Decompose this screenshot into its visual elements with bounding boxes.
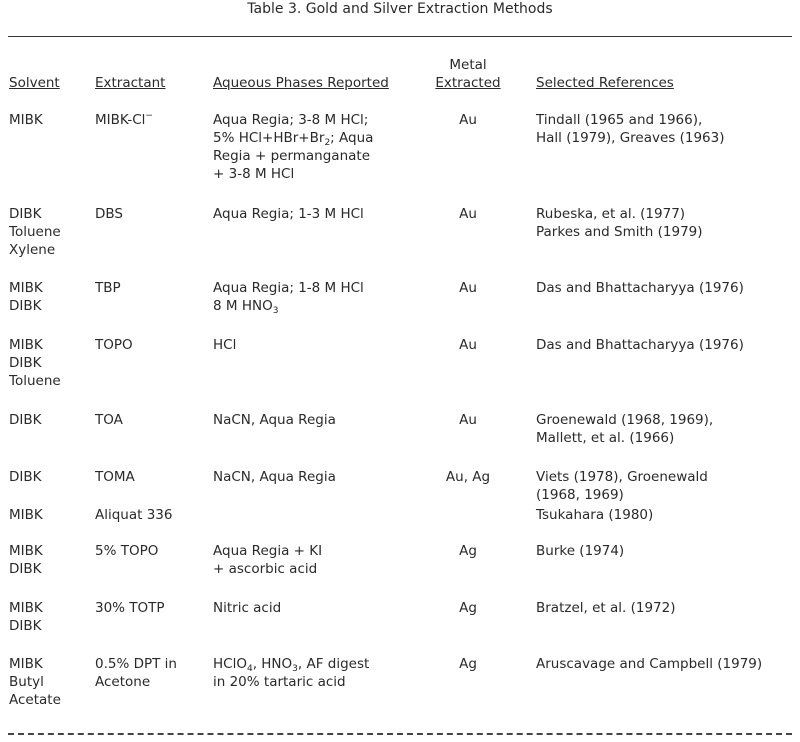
cell-line: Ag: [459, 543, 477, 559]
cell-metal-extracted: [432, 542, 504, 560]
cell-line: MIBK: [9, 507, 43, 523]
cell-line: Au: [459, 337, 477, 353]
cell-line: Aqua Regia; 3-8 M HCl;: [213, 112, 369, 128]
cell-solvent: [9, 279, 43, 315]
cell-aqueous-phases: [213, 411, 336, 429]
cell-extractant: [95, 205, 123, 223]
cell-line: Au: [459, 412, 477, 428]
cell-line: DBS: [95, 206, 123, 222]
cell-solvent: [9, 411, 42, 429]
cell-solvent: [9, 599, 43, 635]
cell-line: Burke (1974): [536, 543, 625, 559]
cell-extractant: [95, 468, 135, 486]
cell-references: [536, 336, 744, 354]
cell-line: Toluene: [9, 373, 61, 389]
cell-line: DIBK: [9, 355, 42, 371]
cell-line: Aliquat 336: [95, 507, 173, 523]
cell-aqueous-phases: [213, 279, 364, 315]
cell-line: 5% $HCl+HBr+Br_2$; Aqua: [213, 130, 374, 148]
cell-extractant: [95, 542, 158, 560]
cell-metal-extracted: [432, 111, 504, 129]
cell-references: [536, 599, 676, 617]
cell-line: Hall (1979), Greaves (1963): [536, 130, 725, 146]
cell-line: Aqua Regia; 1-3 M HCl: [213, 206, 364, 222]
cell-line: MIBK: [9, 337, 43, 353]
cell-line: Au: [459, 206, 477, 222]
cell-line: MIBK: [9, 112, 43, 128]
cell-line: 30% TOTP: [95, 600, 165, 616]
cell-line: HClO$_4$, $HNO_3$, AF digest: [213, 656, 370, 674]
header-aqueous-phases: Aqueous Phases Reported: [213, 75, 389, 91]
cell-line: 5% TOPO: [95, 543, 159, 559]
cell-references: [536, 655, 762, 673]
cell-line: NaCN, Aqua Regia: [213, 412, 336, 428]
cell-solvent: [9, 111, 43, 129]
cell-line: Aqua Regia + KI: [213, 543, 323, 559]
cell-line: Tindall (1965 and 1966),: [536, 112, 703, 128]
cell-solvent: [9, 655, 61, 709]
cell-line: DIBK: [9, 206, 42, 222]
cell-line: Ag: [459, 600, 477, 616]
cell-line: TOMA: [95, 469, 135, 485]
cell-aqueous-phases: [213, 599, 281, 617]
cell-references: [536, 411, 713, 447]
cell-line: Bratzel, et al. (1972): [536, 600, 676, 616]
cell-line: MIBK: [9, 543, 43, 559]
cell-extractant: [95, 279, 121, 297]
cell-line: Toluene: [9, 224, 61, 240]
cell-metal-extracted: [432, 205, 504, 223]
cell-line: Acetone: [95, 674, 151, 690]
cell-metal-extracted: [432, 468, 504, 486]
bottom-rule: [8, 733, 792, 735]
cell-line: Au: [459, 280, 477, 296]
cell-line: MIBK: [9, 600, 43, 616]
cell-extractant: [95, 599, 165, 617]
cell-line: in 20% tartaric acid: [213, 674, 346, 690]
header-metal-extracted: Metal Extracted: [435, 57, 501, 91]
cell-line: Groenewald (1968, 1969),: [536, 412, 714, 428]
cell-line: Aruscavage and Campbell (1979): [536, 656, 763, 672]
cell-line: Xylene: [9, 242, 56, 258]
cell-line: + ascorbic acid: [213, 561, 318, 577]
cell-extractant: [95, 411, 123, 429]
cell-line: MIBK-Cl−: [95, 111, 153, 128]
cell-line: TBP: [95, 280, 121, 296]
cell-line: Ag: [459, 656, 477, 672]
cell-line: MIBK: [9, 280, 43, 296]
cell-line: Das and Bhattacharyya (1976): [536, 280, 744, 296]
cell-references: [536, 111, 725, 147]
cell-line: Das and Bhattacharyya (1976): [536, 337, 744, 353]
cell-metal-extracted: [432, 411, 504, 429]
cell-aqueous-phases: [213, 336, 236, 354]
cell-line: DIBK: [9, 618, 42, 634]
cell-line: DIBK: [9, 298, 42, 314]
cell-solvent: [9, 205, 61, 259]
cell-line: NaCN, Aqua Regia: [213, 469, 336, 485]
cell-aqueous-phases: [213, 655, 369, 691]
cell-references: [536, 468, 708, 504]
cell-references: [536, 205, 703, 241]
cell-solvent: [9, 336, 61, 390]
cell-metal-extracted: [432, 336, 504, 354]
top-rule: [8, 36, 792, 37]
cell-extractant: [95, 111, 153, 129]
cell-line: Regia + permanganate: [213, 148, 371, 164]
cell-references: [536, 279, 744, 297]
cell-line: Acetate: [9, 692, 61, 708]
cell-line: 8 M $HNO_3$: [213, 298, 279, 316]
cell-line: Aqua Regia; 1-8 M HCl: [213, 280, 364, 296]
cell-line: HCl: [213, 337, 237, 353]
header-extractant: Extractant: [95, 75, 166, 91]
header-solvent: Solvent: [9, 75, 60, 91]
cell-extractant: [95, 336, 133, 354]
cell-metal-extracted: [432, 279, 504, 297]
cell-line: TOPO: [95, 337, 133, 353]
cell-line: TOA: [95, 412, 123, 428]
cell-line: DIBK: [9, 412, 42, 428]
cell-line: Tsukahara (1980): [536, 507, 654, 523]
cell-line: Mallett, et al. (1966): [536, 430, 675, 446]
cell-line: Butyl: [9, 674, 44, 690]
cell-references: [536, 542, 624, 560]
cell-solvent: [9, 468, 42, 486]
cell-line: + 3-8 M HCl: [213, 166, 295, 182]
cell-aqueous-phases: [213, 205, 364, 223]
cell-line: Au: [459, 112, 477, 128]
cell-aqueous-phases: [213, 468, 336, 486]
cell-line: MIBK: [9, 656, 43, 672]
cell-line: Rubeska, et al. (1977): [536, 206, 686, 222]
cell-solvent: [9, 506, 43, 524]
cell-metal-extracted: [432, 655, 504, 673]
cell-aqueous-phases: [213, 111, 373, 183]
table-title: Table 3. Gold and Silver Extraction Methods: [247, 1, 553, 17]
cell-line: 0.5% DPT in: [95, 656, 177, 672]
cell-extractant: [95, 506, 173, 524]
cell-extractant: [95, 655, 177, 691]
cell-line: Au, Ag: [445, 469, 491, 485]
cell-line: (1968, 1969): [536, 487, 624, 503]
cell-line: Viets (1978), Groenewald: [536, 469, 708, 485]
cell-references: [536, 506, 653, 524]
cell-line: Nitric acid: [213, 600, 282, 616]
cell-line: DIBK: [9, 561, 42, 577]
cell-metal-extracted: [432, 599, 504, 617]
cell-line: DIBK: [9, 469, 42, 485]
header-selected-references: Selected References: [536, 75, 674, 91]
cell-solvent: [9, 542, 43, 578]
cell-line: Parkes and Smith (1979): [536, 224, 703, 240]
cell-aqueous-phases: [213, 542, 322, 578]
